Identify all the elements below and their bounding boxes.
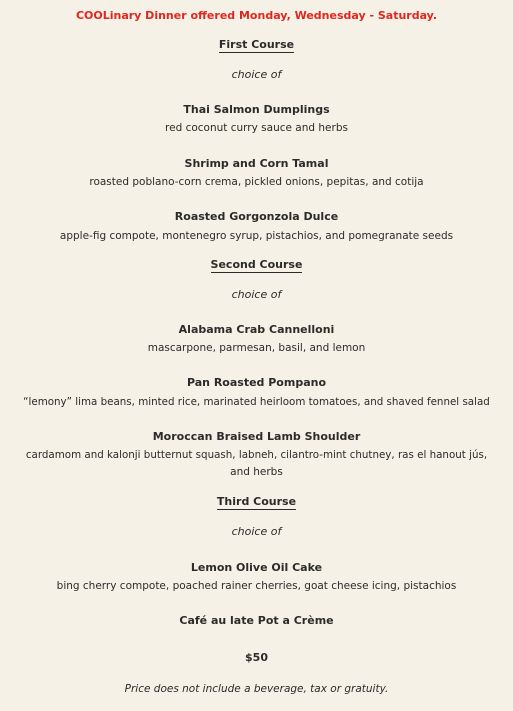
menu-price: $50	[245, 651, 268, 664]
second-course-title: Second Course	[210, 258, 303, 271]
first-course-choice: choice of	[231, 68, 282, 81]
dish-name: Café au late Pot a Crème	[179, 614, 334, 627]
first-course-heading	[0, 38, 513, 52]
dish-description: mascarpone, parmesan, basil, and lemon	[147, 342, 366, 354]
dish-description-line-1: cardamom and kalonji butternut squash, labneh, cilantro-mint chutney, ras el hanout jús,	[25, 449, 488, 461]
dish-description-line-2: and herbs	[230, 466, 283, 478]
third-course-title: Third Course	[216, 495, 297, 508]
dish-description: red coconut curry sauce and herbs	[165, 122, 348, 134]
dish-name: Roasted Gorgonzola Dulce	[174, 210, 339, 223]
dish-name: Thai Salmon Dumplings	[183, 103, 330, 116]
dish-description: bing cherry compote, poached rainer cherries, goat cheese icing, pistachios	[56, 580, 457, 592]
dish-description: “lemony” lima beans, minted rice, marinated heirloom tomatoes, and shaved fennel salad	[23, 396, 490, 408]
dish-name: Moroccan Braised Lamb Shoulder	[152, 430, 361, 443]
third-course-choice: choice of	[231, 525, 282, 538]
dish-name: Alabama Crab Cannelloni	[178, 323, 335, 336]
price-note: Price does not include a beverage, tax or gratuity.	[124, 683, 389, 695]
second-course-choice: choice of	[231, 288, 282, 301]
first-course-title: First Course	[218, 38, 295, 51]
dish-description: roasted poblano-corn crema, pickled onions, pepitas, and cotija	[89, 176, 424, 188]
dish-name: Shrimp and Corn Tamal	[184, 157, 329, 170]
second-course-heading	[0, 258, 513, 272]
menu-headline: COOLinary Dinner offered Monday, Wednesday - Saturday.	[75, 9, 438, 22]
third-course-heading	[0, 495, 513, 509]
dish-name: Pan Roasted Pompano	[186, 376, 327, 389]
dish-name: Lemon Olive Oil Cake	[190, 561, 323, 574]
dish-description: apple-fig compote, montenegro syrup, pistachios, and pomegranate seeds	[59, 230, 454, 242]
